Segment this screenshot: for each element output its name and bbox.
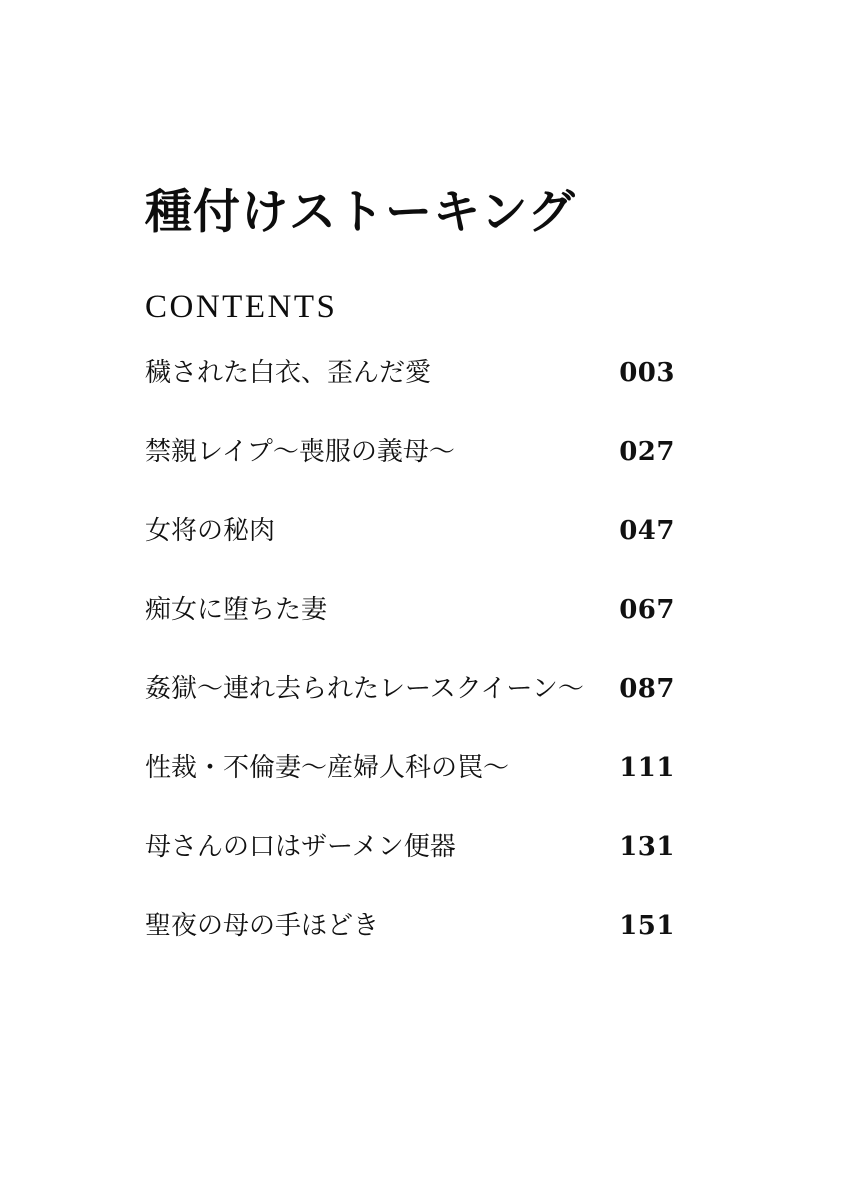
toc-entry-page: 003 — [619, 358, 675, 389]
content-block — [145, 185, 705, 942]
toc-entry-title: 姦獄〜連れ去られたレースクイーン〜 — [145, 674, 584, 705]
toc-entry-title: 痴女に堕ちた妻 — [145, 595, 328, 626]
page-title: 種付けストーキング — [145, 185, 576, 240]
list-item[interactable] — [145, 589, 675, 626]
toc-entry-page: 111 — [619, 753, 675, 784]
toc-entry-page: 131 — [619, 832, 675, 863]
table-of-contents — [145, 352, 675, 942]
list-item[interactable] — [145, 510, 675, 547]
list-item[interactable] — [145, 747, 675, 784]
toc-entry-page: 151 — [619, 911, 675, 942]
toc-entry-title: 女将の秘肉 — [145, 516, 276, 547]
toc-entry-title: 性裁・不倫妻〜産婦人科の罠〜 — [145, 753, 510, 784]
toc-entry-title: 聖夜の母の手ほどき — [145, 911, 380, 942]
toc-entry-title: 穢された白衣、歪んだ愛 — [145, 358, 432, 389]
list-item[interactable] — [145, 668, 675, 705]
toc-entry-page: 047 — [619, 516, 675, 547]
toc-entry-page: 087 — [619, 674, 675, 705]
toc-entry-page: 067 — [619, 595, 675, 626]
list-item[interactable] — [145, 431, 675, 468]
toc-entry-page: 027 — [619, 437, 675, 468]
list-item[interactable] — [145, 905, 675, 942]
list-item[interactable] — [145, 352, 675, 389]
toc-entry-title: 禁親レイプ〜喪服の義母〜 — [145, 437, 455, 468]
contents-heading: CONTENTS — [145, 289, 338, 326]
toc-entry-title: 母さんの口はザーメン便器 — [145, 832, 456, 863]
list-item[interactable] — [145, 826, 675, 863]
